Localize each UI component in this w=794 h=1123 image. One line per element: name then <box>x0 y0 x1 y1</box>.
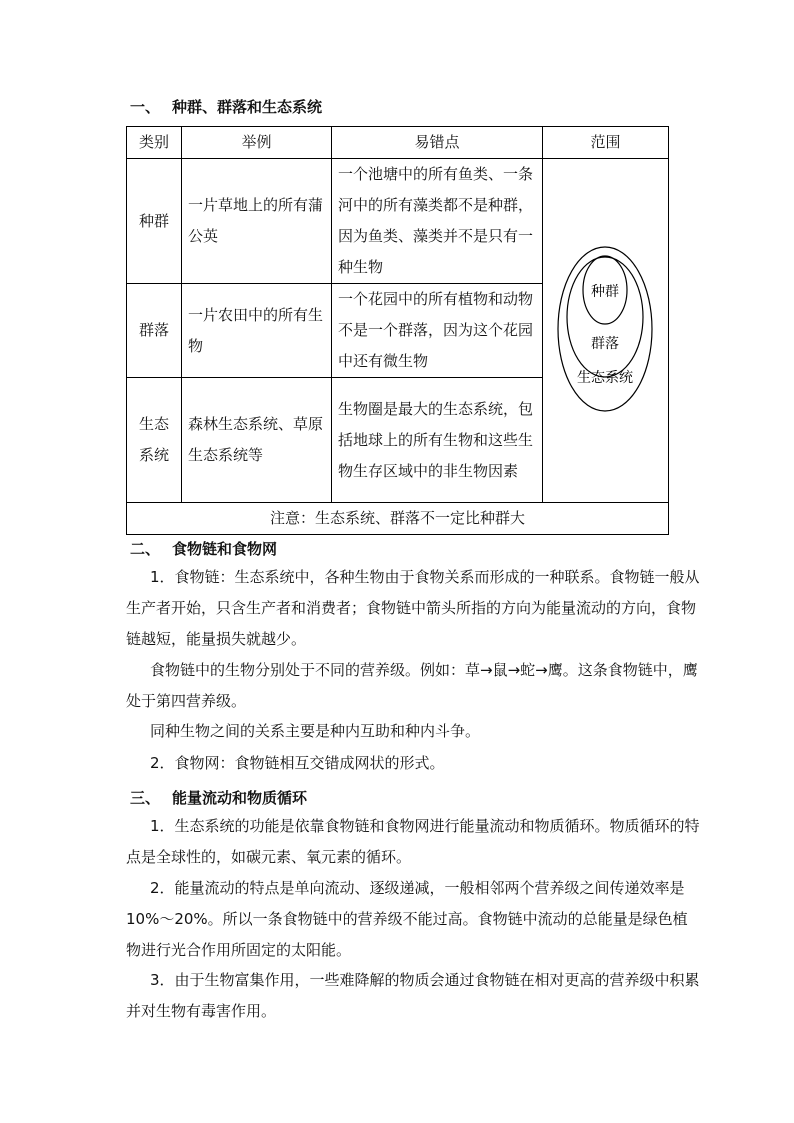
header-scope: 范围 <box>543 127 669 159</box>
section-heading-2 <box>130 538 277 559</box>
paragraph: 3．由于生物富集作用，一些难降解的物质会通过食物链在相对更高的营养级中积累并对生物有毒害作用。 <box>126 971 700 1020</box>
row-example: 森林生态系统、草原生态系统等 <box>182 378 332 503</box>
ecosystem-ellipse <box>558 247 652 411</box>
row-pitfall: 一个池塘中的所有鱼类、一条河中的所有藻类都不是种群，因为鱼类、藻类并不是只有一种生物 <box>332 159 543 284</box>
row-pitfall: 生物圈是最大的生态系统，包括地球上的所有生物和这些生物生存区域中的非生物因素 <box>332 378 543 503</box>
section-number: 三、 <box>130 789 161 807</box>
row-pitfall: 一个花园中的所有植物和动物不是一个群落，因为这个花园中还有微生物 <box>332 284 543 378</box>
paragraph: 1．食物链：生态系统中，各种生物由于食物关系而形成的一种联系。食物链一般从生产者开始，只含生产者和消费者；食物链中箭头所指的方向为能量流动的方向，食物链越短，能量损失就越少。 <box>126 568 700 648</box>
row-category: 种群 <box>127 159 182 284</box>
header-pitfall: 易错点 <box>332 127 543 159</box>
row-category: 生态系统 <box>127 378 182 503</box>
section-title: 种群、群落和生态系统 <box>172 98 323 116</box>
community-label: 群落 <box>591 336 619 352</box>
table-note: 注意：生态系统、群落不一定比种群大 <box>127 503 669 535</box>
row-category: 群落 <box>127 284 182 378</box>
population-label: 种群 <box>591 284 619 300</box>
community-ellipse <box>567 257 643 377</box>
section-number: 二、 <box>130 540 161 558</box>
paragraph: 2．食物网：食物链相互交错成网状的形式。 <box>150 754 445 772</box>
section-heading-3 <box>130 787 307 808</box>
header-category: 类别 <box>127 127 182 159</box>
row-example: 一片农田中的所有生物 <box>182 284 332 378</box>
paragraph: 食物链中的生物分别处于不同的营养级。例如：草→鼠→蛇→鹰。这条食物链中，鹰处于第四营养级。 <box>126 661 698 710</box>
row-example: 一片草地上的所有蒲公英 <box>182 159 332 284</box>
section-title: 食物链和食物网 <box>172 540 278 558</box>
section-number: 一、 <box>130 98 161 116</box>
ecosystem-label: 生态系统 <box>577 370 633 386</box>
paragraph: 2．能量流动的特点是单向流动、逐级递减，一般相邻两个营养级之间传递效率是10%～20%。所以一条食物链中的营养级不能过高。食物链中流动的总能量是绿色植物进行光合作用所固定的太阳能。 <box>126 879 688 959</box>
header-example: 举例 <box>182 127 332 159</box>
section-title: 能量流动和物质循环 <box>172 789 308 807</box>
paragraph: 1．生态系统的功能是依靠食物链和食物网进行能量流动和物质循环。物质循环的特点是全球性的，如碳元素、氧元素的循环。 <box>126 817 700 866</box>
paragraph: 同种生物之间的关系主要是种内互助和种内斗争。 <box>150 722 481 740</box>
